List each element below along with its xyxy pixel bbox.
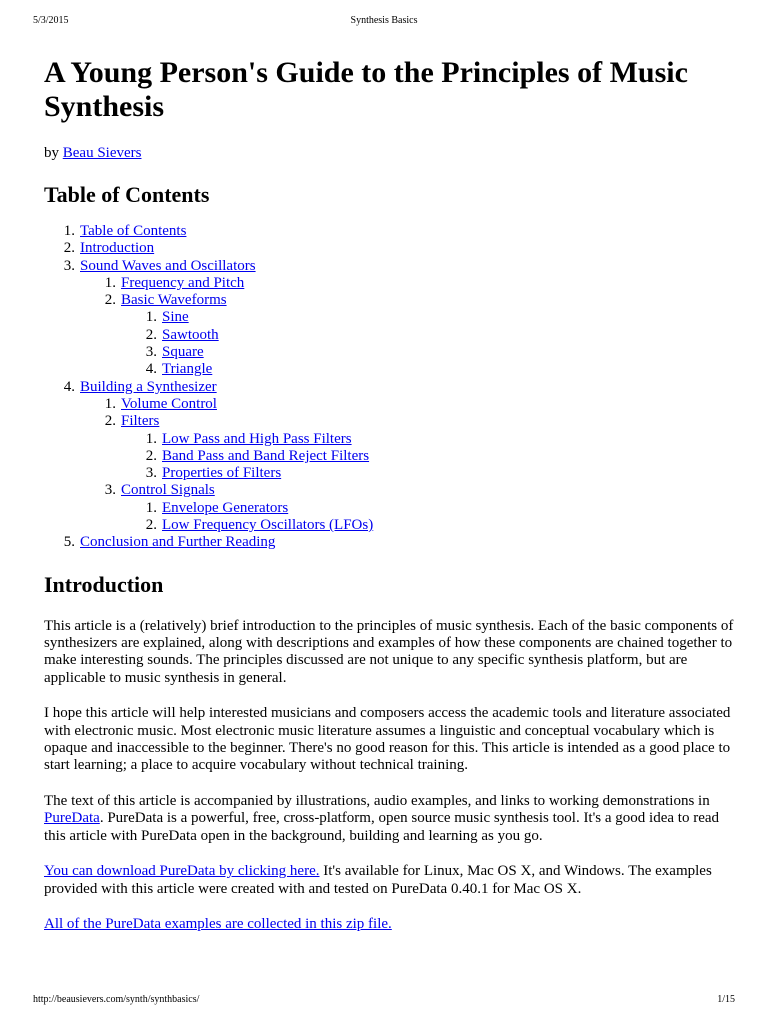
download-puredata-link[interactable]: You can download PureData by clicking here. bbox=[44, 863, 320, 880]
toc-link[interactable]: Properties of Filters bbox=[162, 465, 282, 482]
toc-link[interactable]: Band Pass and Band Reject Filters bbox=[162, 447, 370, 464]
toc-item-number: 2. bbox=[145, 447, 157, 464]
p4-text-after: It's available for Linux, Mac OS X, and Windows. The examples provided with this article were created with and tested on PureData 0.40.1 for Mac OS X. bbox=[44, 863, 712, 897]
toc-item bbox=[44, 379, 734, 396]
author-link[interactable]: Beau Sievers bbox=[62, 145, 142, 161]
toc-link[interactable]: Sine bbox=[162, 309, 189, 326]
p3-text-before: The text of this article is accompanied by illustrations, audio examples, and links to working demonstrations in bbox=[44, 792, 710, 809]
toc-item-number: 3. bbox=[145, 465, 157, 482]
toc-heading: Table of Contents bbox=[44, 182, 210, 207]
toc-link[interactable]: Volume Control bbox=[121, 395, 217, 412]
toc-link[interactable]: Triangle bbox=[162, 361, 213, 378]
intro-paragraph-2: I hope this article will help interested musicians and composers access the academic tools and literature associated with electronic music. Most electronic music literature assumes a linguistic and conceptual vocabulary which is opaque and inaccessible to the beginner. There's no good reason for this. This article is intended as a good place to start learning; a place to acquire vocabulary without technical training. bbox=[44, 705, 731, 774]
toc-link[interactable]: Envelope Generators bbox=[162, 499, 289, 516]
toc-item bbox=[44, 240, 734, 257]
print-footer bbox=[33, 994, 735, 1008]
toc-item-number: 2. bbox=[145, 326, 157, 343]
toc-link[interactable]: Square bbox=[162, 344, 204, 361]
zip-file-link[interactable]: All of the PureData examples are collected in this zip file. bbox=[44, 915, 392, 932]
toc-item bbox=[126, 309, 734, 326]
intro-heading: Introduction bbox=[44, 571, 164, 597]
toc-link[interactable]: Building a Synthesizer bbox=[80, 378, 217, 395]
toc-item bbox=[85, 396, 734, 413]
article-title: A Young Person's Guide to the Principles of Music Synthesis bbox=[44, 56, 688, 123]
toc-item-number: 1. bbox=[104, 395, 116, 412]
print-title: Synthesis Basics bbox=[350, 15, 418, 26]
toc-list bbox=[44, 223, 734, 552]
toc-link[interactable]: Control Signals bbox=[121, 482, 215, 499]
toc-link[interactable]: Frequency and Pitch bbox=[121, 274, 245, 291]
toc-item-number: 2. bbox=[145, 517, 157, 534]
print-url: http://beausievers.com/synth/synthbasics/ bbox=[33, 994, 200, 1005]
toc-item bbox=[44, 223, 734, 240]
toc-item-number: 1. bbox=[145, 430, 157, 447]
toc-item-number: 4. bbox=[63, 378, 75, 395]
toc-link[interactable]: Low Pass and High Pass Filters bbox=[162, 430, 352, 447]
toc-item bbox=[126, 448, 734, 465]
toc-item bbox=[85, 275, 734, 292]
print-header bbox=[33, 15, 735, 29]
toc-item-number: 3. bbox=[104, 482, 116, 499]
puredata-link[interactable]: PureData bbox=[44, 810, 100, 827]
toc-item bbox=[126, 517, 734, 534]
toc-item-number: 1. bbox=[145, 499, 157, 516]
toc-link[interactable]: Introduction bbox=[80, 240, 155, 257]
toc-item bbox=[126, 327, 734, 344]
toc-item-number: 3. bbox=[63, 257, 75, 274]
toc-item-number: 2. bbox=[63, 240, 75, 257]
toc-link[interactable]: Conclusion and Further Reading bbox=[80, 534, 276, 551]
print-date: 5/3/2015 bbox=[33, 15, 69, 26]
toc-item bbox=[85, 292, 734, 309]
toc-item-number: 2. bbox=[104, 292, 116, 309]
toc-item bbox=[126, 344, 734, 361]
byline-prefix: by bbox=[44, 145, 59, 161]
toc-link[interactable]: Sawtooth bbox=[162, 326, 219, 343]
toc-item bbox=[85, 413, 734, 430]
intro-paragraph-5 bbox=[44, 916, 734, 933]
p3-text-after: . PureData is a powerful, free, cross-platform, open source music synthesis tool. It's a good idea to read this article with PureData open in the background, building and learning as you go. bbox=[44, 810, 720, 844]
toc-item bbox=[44, 258, 734, 275]
toc-item-number: 1. bbox=[63, 223, 75, 239]
toc-item-number: 1. bbox=[104, 274, 116, 291]
toc-link[interactable]: Low Frequency Oscillators (LFOs) bbox=[162, 517, 374, 534]
toc-item-number: 3. bbox=[145, 344, 157, 361]
intro-paragraph-4 bbox=[44, 863, 734, 898]
print-page-number: 1/15 bbox=[717, 994, 735, 1005]
toc-item-number: 1. bbox=[145, 309, 157, 326]
toc-item bbox=[85, 482, 734, 499]
toc-item-number: 5. bbox=[63, 534, 75, 551]
article-content bbox=[44, 56, 734, 933]
byline bbox=[44, 144, 734, 162]
toc-item bbox=[126, 361, 734, 378]
toc-item bbox=[126, 465, 734, 482]
toc-item bbox=[126, 500, 734, 517]
toc-item bbox=[44, 534, 734, 551]
intro-paragraph-1: This article is a (relatively) brief introduction to the principles of music synthesis. Each of the basic components of synthesizers are explained, along with descriptions and examples of how these components are chained together to make interesting sounds. The principles discussed are not unique to any specific synthesis platform, but are applicable to music synthesis in general. bbox=[44, 617, 734, 686]
toc-item-number: 4. bbox=[145, 361, 157, 378]
toc-link[interactable]: Sound Waves and Oscillators bbox=[80, 257, 256, 274]
intro-paragraph-3 bbox=[44, 793, 734, 845]
toc-link[interactable]: Basic Waveforms bbox=[121, 292, 227, 309]
toc-item bbox=[126, 431, 734, 448]
toc-item-number: 2. bbox=[104, 413, 116, 430]
toc-link[interactable]: Filters bbox=[121, 413, 160, 430]
toc-link[interactable]: Table of Contents bbox=[80, 223, 187, 239]
